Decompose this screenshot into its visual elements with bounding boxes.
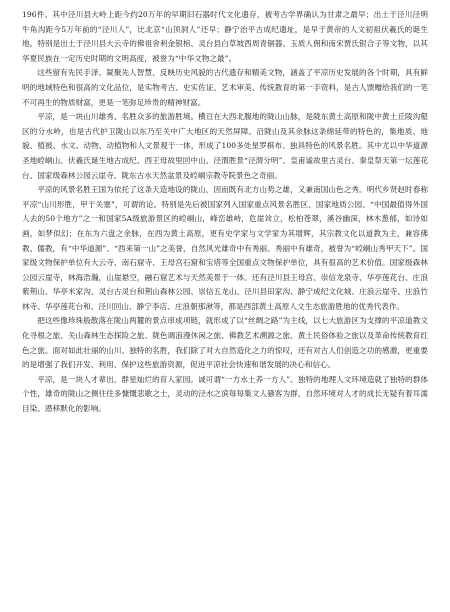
paragraph-2: 这些留有先民手泽、凝聚先人智慧、反映历史风貌的古代遗存和精美文物，涵盖了平凉历史发展的各个时期，具有鲜明的地域特色和很高的文化品位，是实物考古、史实佐证、艺术审美、传统教育的第一手资料，是古人馈赠给我们的一笔不可再生的物质财富，更是一笔弥足珍贵的精神财富。 (22, 68, 428, 107)
paragraph-6: 平凉，是一块人才辈出、群星灿烂的育人家园。诚可谓“一方水土养一方人”。独特的地理人文环境造就了独特的群体个性，雄奇的陇山之侧往往多慷慨悲歌之士，灵动的泾水之滨每每集文人骚客为群，自然环境对人才的成长无疑有着耳濡目染、潜移默化的影响。 (22, 374, 428, 414)
paragraph-4: 平凉的风景名胜王国为依托了这条天造地设的陇山，因而既有北方山势之雄，又兼南国山色之秀。明代乡贤赵时春称平凉“山川形胜，甲于关塞”，可谓的论。特别是先后被国家列入国家重点风景名胜区、国家地质公园、“中国最值得外国人去的50个地方”之一和国家5A级旅游景区的崆峒山，峰峦雄峙，危崖耸立，松柏苍翠，溪谷幽深，林木葱郁，如诗如画，如梦似幻；在东为六盘之余脉，在西为黄土高原，更有史学家与文学家为其增辉，其宗教文化以道教为主，兼容佛教、儒教，有“中华道源”、“西来第一山”之美誉，自然风光雄奇中有秀丽、秀丽中有雄奇，被誉为“崆峒山秀甲天下”。国家级文物保护单位有大云寺、南石窟寺、王母宫石窟和宝塔等全国重点文物保护单位，具有很高的艺术价值。国家级森林公园云崖寺，林海浩瀚，山崖悬空，融石窟艺术与天然美景于一体。还有泾川县王母宫、崇信龙泉寺、华亭莲花台、庄浪紫荆山、华亭米家沟、灵台古灵台和荆山森林公园、崇信五龙山、泾川县田家沟、静宁成纪文化城、庄浪云崖寺、庄浪竹林寺、华亭莲花台和、泾川回山、静宁李店、庄浪朝那湫等，都是西部黄土高原人文生态旅游胜地的优秀代表作。 (22, 185, 428, 311)
paragraph-1: 196件。其中泾川县大岭上距今约20万年的早期旧石器时代文化遗存，被考古学界确认为甘肃之最早；出土于泾川泾明牛角沟距今5万年前的“泾川人”，比北京“山顶洞人”还早；静宁治平古成纪遗址，是早于黄帝的人文初祖伏羲氏的诞生地。特别是出土于泾川县大云寺的佛祖舍利金银棺、灵台县白草坡西周青铜器、玉质人佣和南宋贾氏银合子等文物，以其华夏民族在一定历史时期的文明高度，被誉为“中华文物之最”。 (22, 10, 428, 63)
document-page (22, 0, 428, 417)
paragraph-3: 平凉，是一块山川雄秀、名胜众多的旅游胜境。横亘在大西北腹地的陇山山脉，是陇东黄土高原和陇中黄土丘陵沟壑区的分水岭，也是古代护卫陇山以东乃至关中广大地区的天然屏障。沿陇山及其余脉这条绵延带的特色的，集地质、地貌、植被、水文、动物、动植物和人文景观于一体，形成了100多处星罗棋布、独具特色的风景名胜。其中尤以中华道源圣地崆峒山、伏羲氏诞生地古成纪、西王母故里回中山、泾渭胜景“泾渭分明”、皇甫谧故里古灵台、秦皇祭天第一坛莲花台、国家级森林公园云崖寺、陇东古水天然盆景及崆峒宗教寺院景色之奇丽。 (22, 112, 428, 180)
paragraph-5: 把这些像珍珠般散落在陇山两麓的景点串成项链，就形成了以“丝绸之路”为主线，以七大旅游区为支撑的平凉道教文化寻根之旅、关山森林生态探险之旅、陇色调浪漫休闲之旅、佛教艺术溯源之旅、黄土民俗体验之旅以及革命传统教育红色之旅。面对如此壮丽的山川、独特的名胜，我们除了对大自然造化之力的惊叹，还有对古人们创造之功的感激，更重要的是增强了我们开发、利用、保护这些旅游资源，促进平凉社会快速和谐发展的决心和信心。 (22, 316, 428, 370)
